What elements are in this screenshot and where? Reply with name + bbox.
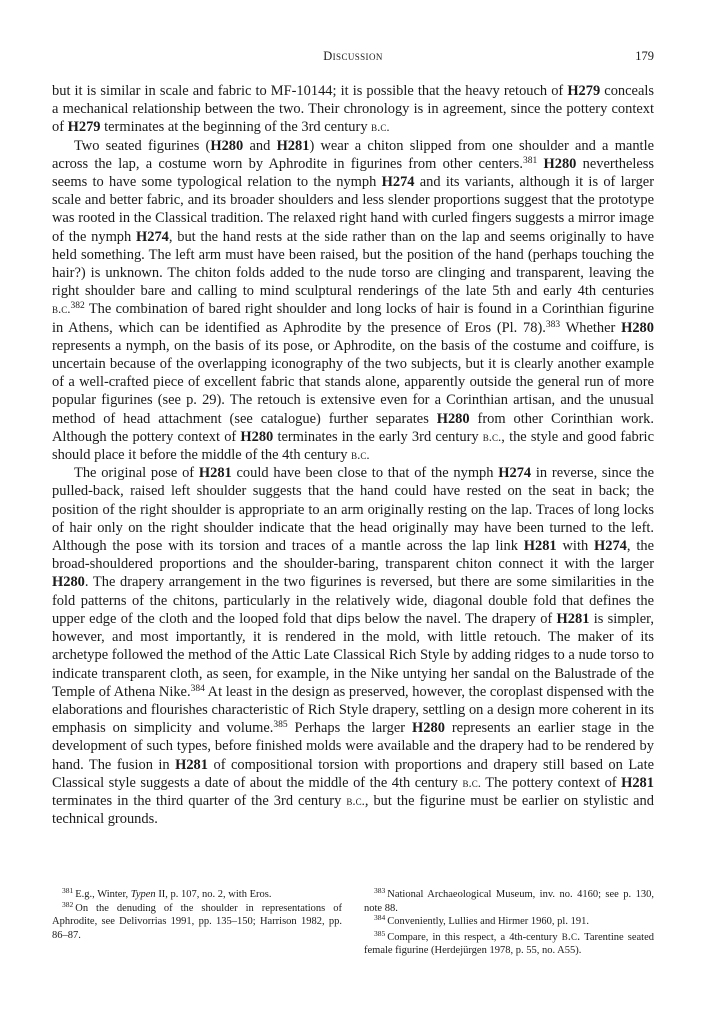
catalogue-number: H281 [523, 538, 557, 555]
text-run: with [556, 538, 595, 555]
catalogue-number: H280 [621, 319, 654, 336]
catalogue-number: H281 [198, 465, 232, 482]
text-run: ) wear a chiton slipped from one shoulder and a mantle across the lap, a costume worn by Aphrodite in figurines from other centers. [52, 137, 654, 172]
catalogue-number: H280 [543, 155, 577, 172]
era-abbreviation: b.c. [52, 301, 71, 317]
footnote-381 [52, 888, 342, 902]
footnote-number: 381 [62, 886, 74, 895]
era-abbreviation: b.c. [371, 119, 390, 135]
text-run: represents an earlier stage in the development of such types, before finished molds were available and the drapery had to be rendered by hand. The fusion in [52, 720, 654, 773]
text-run: Compare, in this respect, a 4th-century [387, 931, 562, 943]
text-run: and [243, 137, 277, 154]
footnote-ref: 385 [273, 720, 288, 731]
footnotes-left-column [52, 888, 342, 942]
footnote-382 [52, 899, 342, 943]
text-run: in reverse, since the pulled-back, raised left shoulder suggests that the hand could have rested on the seat in back; the position of the right shoulder is appropriate to an arm originally resting on the lap. Traces of long locks of hair only on the right shoulder indicate that the head originally may have been turned to the left. Although the pose with its torsion and traces of a mantle across the lap link [52, 465, 654, 555]
catalogue-number: H274 [381, 174, 415, 191]
text-run: , the broad-shouldered proportions and the shoulder-baring, transparent chiton connect it with the larger [52, 538, 654, 573]
italic-title: Typen [130, 889, 156, 900]
text-run: of compositional torsion with proportions and drapery still based on Late Classical style suggests a date of about the middle of the 4th century [52, 756, 654, 791]
catalogue-number: H274 [594, 538, 627, 555]
paragraph-1 [52, 82, 654, 137]
catalogue-number: H280 [240, 428, 274, 445]
main-text [52, 82, 654, 828]
text-run: The pottery context of [481, 774, 622, 791]
text-run: and its variants, although it is of larger scale and better fabric, and its broader shoulders and less slender proportions suggest that the prototype was rooted in the Classical tradition. The relaxed right hand with curled fingers suggests a mirror image of the nymph [52, 174, 655, 245]
page-number: 179 [635, 49, 654, 63]
paragraph-2 [52, 137, 654, 465]
paragraph-3 [52, 464, 654, 828]
catalogue-number: H274 [136, 228, 169, 245]
footnote-ref: 384 [190, 683, 205, 694]
text-run: Two seated figurines ( [74, 137, 211, 154]
text-run: nevertheless seems to have some typological relation to the nymph [52, 155, 655, 191]
text-run: On the denuding of the shoulder in representations of Aphrodite, see Delivorrias 1991, pp. 135–150; Harrison 1982, pp. 86–87. [52, 902, 342, 941]
text-run: from other Corinthian work. Although the pottery context of [52, 410, 654, 445]
footnote-ref: 382 [70, 301, 85, 312]
footnote-383 [364, 888, 654, 915]
text-run: Conveniently, Lullies and Hirmer 1960, pl. 191. [387, 916, 589, 928]
era-abbreviation: b.c. [351, 447, 370, 463]
catalogue-number: H274 [498, 465, 532, 482]
text-run: E.g., Winter, [75, 889, 131, 900]
text-run: terminates in the third quarter of the 3rd century [52, 792, 347, 809]
text-run: Tarentine seated female figurine (Herdejürgen 1978, p. 55, no. A55). [364, 931, 654, 957]
footnote-384 [364, 915, 654, 929]
era-abbreviation: b.c. [462, 774, 482, 790]
text-run: , but the figurine must be earlier on stylistic and technical grounds. [52, 792, 654, 828]
text-run: terminates in the early 3rd century [273, 428, 483, 445]
running-head [52, 49, 654, 67]
catalogue-number: H280 [210, 137, 244, 154]
catalogue-number: H281 [556, 610, 590, 627]
catalogue-number: H280 [412, 720, 445, 737]
text-run: Perhaps the larger [287, 720, 413, 737]
text-run: Whether [560, 319, 622, 336]
catalogue-number: H279 [67, 119, 101, 136]
footnote-number: 382 [62, 899, 74, 909]
text-run: At least in the design as preserved, however, the coroplast dispensed with the elaborations and flourishes characteristic of Rich Style drapery, settling on a design more coherent in its emphasis on simplicity and volume. [52, 683, 654, 737]
era-abbreviation: b.c. [346, 792, 365, 808]
text-run: represents a nymph, on the basis of its pose, or Aphrodite, on the basis of the costume and coiffure, is uncertain because of the overlapping iconography of the two subjects, but it is clearly another example of a well-crafted piece of excellent fabric that stands alone, apparently outside the general run of more popular figurines (see p. 29). The retouch is extensive even for a Corinthian artisan, and the unusual method of head attachment (see catalogue) further separates [52, 337, 654, 427]
era-abbreviation: b.c. [482, 428, 502, 444]
text-run: II, p. 107, no. 2, with Eros. [155, 889, 272, 900]
text-run: , the style and good fabric should place it before the middle of the 4th century [52, 428, 654, 464]
footnote-ref: 383 [545, 319, 561, 330]
text-run: National Archaeological Museum, inv. no. 4160; see p. 130, note 88. [364, 889, 654, 914]
footnote-number: 383 [374, 886, 386, 895]
running-head-title: Discussion [323, 49, 383, 63]
catalogue-number: H280 [52, 574, 85, 591]
footnote-ref: 381 [523, 155, 538, 166]
text-run: is simpler, however, and most importantly, it is rendered in the mold, with little retouch. The maker of its archetype followed the method of the Attic Late Classical Rich Style by adding ridges to a nude torso to indicate transparent cloth, as seen, for example, in the Nike untying her sandal on the Balustrade of the Temple of Athena Nike. [52, 610, 654, 700]
footnote-number: 384 [374, 913, 386, 923]
catalogue-number: H281 [276, 137, 310, 154]
era-abbreviation: b.c. [561, 927, 581, 943]
text-run: but it is similar in scale and fabric to MF-10144; it is possible that the heavy retouch of [52, 83, 568, 99]
text-run: conceals a mechanical relationship between the two. Their chronology is in agreement, since the pottery context of [52, 83, 654, 136]
text-run: could have been close to that of the nymph [231, 465, 499, 482]
text-run: . The drapery arrangement in the two figurines is reversed, but there are some similarities in the fold patterns of the chitons, particularly in the relatively wide, diagonal double fold that defines the upper edge of the cloth and the looped fold that dips below the navel. The drapery of [52, 574, 654, 627]
text-run: , but the hand rests at the side rather than on the lap and seems originally to have held something. The left arm must have been raised, but the position of the hand (perhaps touching the hair?) is unknown. The chiton folds added to the nude torso are clinging and transparent, leaving the right shoulder bare and calling to mind sculptural renderings of the late 5th and early 4th centuries [52, 228, 654, 300]
catalogue-number: H279 [567, 83, 601, 99]
catalogue-number: H280 [436, 410, 470, 427]
footnote-number: 385 [374, 928, 386, 938]
catalogue-number: H281 [621, 774, 654, 791]
footnote-385 [364, 929, 654, 958]
footnotes-right-column [364, 888, 654, 958]
text-run: The original pose of [74, 465, 199, 482]
catalogue-number: H281 [175, 756, 208, 773]
text-run: The combination of bared right shoulder and long locks of hair is found in a Corinthian figurine in Athens, which can be identified as Aphrodite by the presence of Eros (Pl. 78). [52, 301, 654, 336]
text-run: terminates at the beginning of the 3rd century [100, 119, 372, 136]
